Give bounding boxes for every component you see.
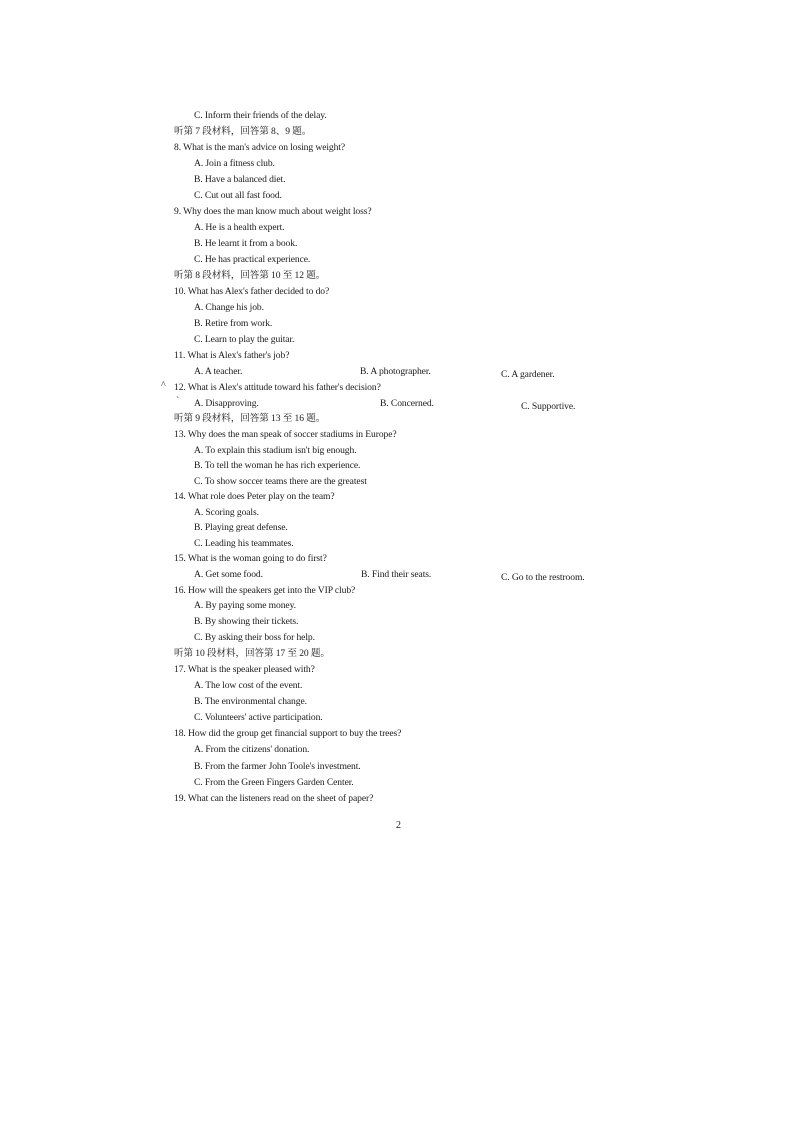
question-line: 9. Why does the man know much about weight loss? <box>174 206 372 217</box>
question-line: 11. What is Alex's father's job? <box>174 350 290 361</box>
question-line: 14. What role does Peter play on the team? <box>174 491 335 502</box>
option-line: A. Change his job. <box>194 302 264 313</box>
section-header: 听第 9 段材料，回答第 13 至 16 题。 <box>174 413 326 424</box>
option-line: B. From the farmer John Toole's investment. <box>194 761 361 772</box>
section-header: 听第 7 段材料，回答第 8、9 题。 <box>174 126 312 137</box>
option-line: C. Volunteers' active participation. <box>194 712 323 723</box>
option-line: C. Supportive. <box>521 401 576 412</box>
stray-mark: ` <box>176 396 180 407</box>
question-line: 19. What can the listeners read on the sheet of paper? <box>174 793 374 804</box>
option-line: B. To tell the woman he has rich experience. <box>194 460 361 471</box>
option-line: B. Have a balanced diet. <box>194 174 286 185</box>
question-line: 10. What has Alex's father decided to do? <box>174 286 330 297</box>
question-line: 17. What is the speaker pleased with? <box>174 664 315 675</box>
section-header: 听第 10 段材料，回答第 17 至 20 题。 <box>174 648 330 659</box>
option-line: B. Concerned. <box>380 398 434 409</box>
question-line: 13. Why does the man speak of soccer stadiums in Europe? <box>174 429 397 440</box>
option-line: A. Join a fitness club. <box>194 158 275 169</box>
option-line: C. By asking their boss for help. <box>194 632 315 643</box>
option-line: B. By showing their tickets. <box>194 616 299 627</box>
option-line: C. From the Green Fingers Garden Center. <box>194 777 354 788</box>
option-line: A. To explain this stadium isn't big enough. <box>194 445 357 456</box>
option-line: A. He is a health expert. <box>194 222 285 233</box>
option-line: A. By paying some money. <box>194 600 296 611</box>
question-line: 15. What is the woman going to do first? <box>174 553 327 564</box>
option-line: B. Retire from work. <box>194 318 273 329</box>
page-number: 2 <box>396 820 401 831</box>
option-line: A. Scoring goals. <box>194 507 259 518</box>
option-line: B. A photographer. <box>360 366 431 377</box>
section-header: 听第 8 段材料，回答第 10 至 12 题。 <box>174 270 326 281</box>
option-line: A. A teacher. <box>194 366 243 377</box>
option-line: C. Leading his teammates. <box>194 538 294 549</box>
option-line: A. The low cost of the event. <box>194 680 303 691</box>
question-line: 18. How did the group get financial support to buy the trees? <box>174 728 402 739</box>
option-line: A. Disapproving. <box>194 398 259 409</box>
option-line: C. Cut out all fast food. <box>194 190 282 201</box>
option-line: B. The environmental change. <box>194 696 307 707</box>
option-line: C. A gardener. <box>501 369 555 380</box>
question-line: 8. What is the man's advice on losing weight? <box>174 142 346 153</box>
option-line: B. He learnt it from a book. <box>194 238 298 249</box>
option-line: C. To show soccer teams there are the greatest <box>194 476 367 487</box>
stray-mark: ^ <box>161 380 166 391</box>
question-line: 16. How will the speakers get into the VIP club? <box>174 585 356 596</box>
option-line: B. Find their seats. <box>361 569 432 580</box>
option-line: C. Learn to play the guitar. <box>194 334 295 345</box>
option-line: C. Inform their friends of the delay. <box>194 110 327 121</box>
option-line: A. Get some food. <box>194 569 263 580</box>
option-line: C. He has practical experience. <box>194 254 311 265</box>
option-line: C. Go to the restroom. <box>501 572 585 583</box>
question-line: 12. What is Alex's attitude toward his father's decision? <box>174 382 381 393</box>
option-line: A. From the citizens' donation. <box>194 744 310 755</box>
option-line: B. Playing great defense. <box>194 522 288 533</box>
